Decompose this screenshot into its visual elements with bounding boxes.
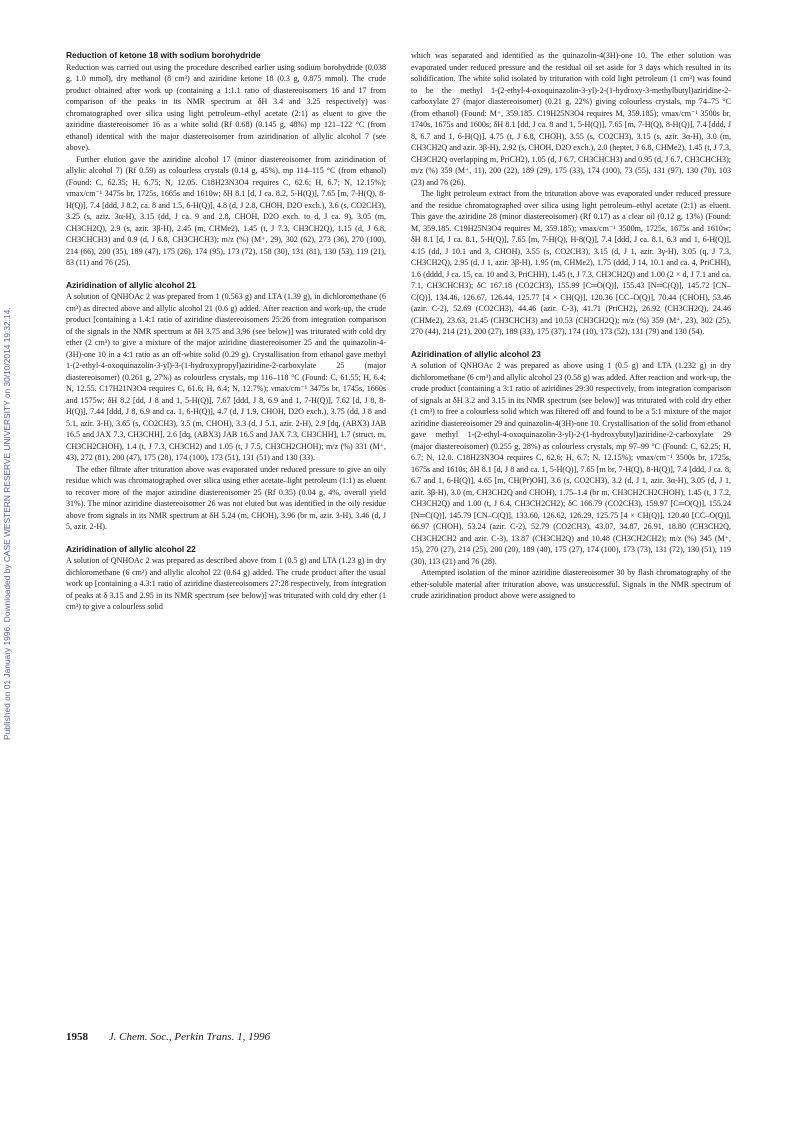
page-number: 1958 [66,1031,88,1043]
left-column [66,50,386,613]
download-notice: Published on 01 January 1996. Downloaded by CASE WESTERN RESERVE UNIVERSITY on 30/10/2014 19:32:14. [2,307,12,740]
section-heading-alcohol-21: Aziridination of allylic alcohol 21 [66,279,196,290]
section-heading-alcohol-23: Aziridination of allylic alcohol 23 [411,348,541,359]
page-footer [66,1031,270,1043]
paragraph: A solution of QNHOAc 2 was prepared from 1 (0.563 g) and LTA (1.39 g), in dichloromethane (6 cm³) as directed above and allylic alcohol 21 (0.6 g) added. After reaction and work-up, the crude product [containing a 1.4:1 ratio of aziridine diastereoisomers 25:26 from integration comparison of the signals in the NMR spectrum at δH 3.75 and 3.96 (see below)] was triturated with cold dry ether (2 cm³) to give a mixture of the major aziridine diastereoisomer 25 and the quinazolin-4-(3H)-one 10 in a 4:1 ratio as an off-white solid (0.29 g). Crystallisation from ethanol gave methyl 1-(2-ethyl-4-oxoquinazolin-3-yl)-3-(1-hydroxypropyl)aziridine-2-carboxylate 25 (major diastereoisomer) (0.261 g, 27%) as colourless crystals, mp 116–118 °C (Found: C, 61.55; H, 6.4; N, 12.55. C17H21N3O4 requires C, 61.6; H, 6.4; N, 12.7%); νmax/cm⁻¹ 3475s br, 1745s, 1660s and 1575w; δH 8.2 [dd, J 8 and 1, 5-H(Q)], 7.67 [ddd, J 8, 6.9 and 1, 7-H(Q)], 7.62 [d, J 8, 8-H(Q)], 7.44 [ddd, J 8, 6.9 and ca. 1, 6-H(Q)], 4.7 (d, J 1.9, CHOH, D2O exch.), 3.75 (dd, J 8 and 5.1, azir. 3-H), 3.65 (s, CO2CH3), 3.5 (m, CHOH), 3.3 (d, J 5.1, azir. 2-H), 2.9 [dq, (ABX3) JAB 16.5 and JAX 7.3, CH3CHH], 2.6 [dq, (ABX3) JAB 16.5 and JAX 7.3, CH3CHH], 1.7 (struct. m, CH3CH2CHOH), 1.4 (t, J 7.3, CH3CH2) and 1.05 (t, J 7.5, CH3CH2CHOH); m/z (%) 331 (M⁺, 43), 272 (81), 200 (47), 175 (28), 174 (100), 173 (51), 131 (51) and 130 (33). [66,292,386,462]
paragraph: which was separated and identified as the quinazolin-4(3H)-one 10. The ether solution was evaporated under reduced pressure and the residual oil set aside for 3 days which resulted in its solidification. The white solid isolated by trituration with cold light petroleum (1 cm³) was found to be the methyl 1-(2-ethyl-4-oxoquinazolin-3-yl)-2-(1-hydroxy-3-methylbutyl)aziridine-2-carboxylate 27 (major diastereoisomer) (0.21 g, 22%) giving colourless crystals, mp 74–75 °C (from ethanol) (Found: M⁺, 359.185. C19H25N3O4 requires M, 359.185); νmax/cm⁻¹ 3500s br, 1740s, 1675s and 1600s; δH 8.1 [dd, J ca. 8 and 1, 5-H(Q)], 7.65 [m, 7-H(Q), 8-H(Q)], 7.4 [ddd, J 8, 6.7 and 1, 6-H(Q)], 4.75 (t, J 6.8, CHOH), 3.55 (s, CO2CH3), 3.15 (s, azir. 3α-H), 3.0 (m, CH3CH2Q and azir. 3β-H), 2.92 (s, CHOH, D2O exch.), 2.0 (heptet, J 6.8, CHMe2), 1.45 (t, J 7.3, CH3CH2Q overlapping m, PriCH2), 1.05 (d, J 6.7, CH3CHCH3) and 0.95 (d, J 6.7, CH3CHCH3); m/z (%) 359 (M⁺, 11), 200 (22), 189 (29), 175 (33), 174 (100), 73 (55), 131 (97), 130 (70), 103 (23) and 76 (26). [411,51,731,187]
paragraph: Attempted isolation of the minor aziridine diastereoisomer 30 by flash chromatography of the ether-soluble material after trituration above, was unsuccessful. Signals in the NMR spectrum of crude aziridination product above were assigned to [411,568,731,600]
right-column [411,50,731,602]
journal-citation: J. Chem. Soc., Perkin Trans. 1, 1996 [108,1031,271,1043]
paragraph: Reduction was carried out using the procedure described earlier using sodium borohydride (0.038 g, 1.0 mmol), dry methanol (8 cm³) and aziridine ketone 18 (0.3 g, 0.875 mmol). The crude product obtained after work up (containing a 1:1.1 ratio of diastereoisomers 16 and 17 from comparison of the peaks in its NMR spectrum at δH 3.4 and 3.25 respectively) was chromatographed over silica using light petroleum–ethyl acetate (2:1) as eluent to give the aziridine diastereoisomer 16 as a white solid (Rf 0.68) (0.145 g, 48%) mp 121–122 °C (from ethanol) identical with the major diastereoisomer from aziridination of allylic alcohol 7 (see above). [66,62,386,152]
paragraph: A solution of QNHOAc 2 was prepared as described above from 1 (0.5 g) and LTA (1.23 g) in dry dichloromethane (6 cm³) and allylic alcohol 22 (0.64 g) added. The crude product after the usual work up [containing a 4.3:1 ratio of aziridine diastereoisomers 27:28 respectively, from integration of peaks at δ 3.15 and 2.95 in its NMR spectrum (see below)] was triturated with cold dry ether (1 cm³) to give a colourless solid [66,556,386,611]
section-heading-ketone-reduction: Reduction of ketone 18 with sodium borohydride [66,50,261,60]
paragraph: Further elution gave the aziridine alcohol 17 (minor diastereoisomer from aziridination of allylic alcohol 7) (Rf 0.59) as colourless crystals (0.14 g, 45%), mp 114–115 °C (from ethanol) (Found: C, 62.35; H, 6.75; N, 12.05. C18H23N3O4 requires C, 62.6; H, 6.7; N, 12.15%); νmax/cm⁻¹ 3475s br, 1725s, 1665s and 1610w; δH 8.1 [d, J ca. 8.2, 5-H(Q)], 7.65 [m, 7-H(Q), 8-H(Q)], 7.4 [ddd, J 8.2, ca. 8 and 1.5, 6-H(Q)], 4.8 (d, J 2.8, CHOH, D2O exch.), 3.6 (s, CO2CH3), 3.25 (s, aziz. 3α-H), 3.15 (dd, J ca. 9 and 2.8, CHOH, D2O exch. to d, J ca. 9), 3.05 (m, CH3CH2Q), 2.9 (s, azir. 3β-H), 2.45 (m, CHMe2), 1.45 (t, J 7.3, CH3CH2Q), 1.15 (d, J 6.8, CH3CHCH3) and 0.9 (d, J 6.8, CH3CHCH3); m/z (%) (M⁺, 29), 302 (62), 273 (36), 270 (100), 214 (66), 200 (35), 189 (47), 175 (26), 174 (95), 173 (72), 158 (30), 131 (81), 130 (53), 119 (21), 83 (11) and 76 (25). [66,154,386,267]
section-heading-alcohol-22: Aziridination of allylic alcohol 22 [66,543,196,554]
paragraph: The light petroleum extract from the trituration above was evaporated under reduced pressure and the residue chromatographed over silica using light petroleum–ethyl acetate (2:1) as eluent. This gave the aziridine 28 (minor diastereoisomer) (Rf 0.17) as a clear oil (0.12 g, 13%) (Found: M, 359.185. C19H25N3O4 requires M, 359.185); νmax/cm⁻¹ 3500m, 1725s, 1675s and 1610w; δH 8.1 [d, J ca. 8.1, 5-H(Q)], 7.65 [m, 7-H(Q), H-8(Q)], 7.4 [ddd, J ca. 8.1, 6.3 and 1, 6-H(Q)], 4.15 (dd, J 10.1 and 3, CHOH), 3.55 (s, CO2CH3), 3.15 (d, J 1, azir. 3γ-H), 3.05 (q, J 7.3, CH3CH2Q), 2.95 (d, J 1, azir. 3β-H), 1.95 (m, CHMe2), 1.75 (ddd, J 14, 10.1 and ca. 4, PriCHH), 1.6 (dddd, J ca. 15, ca. 10 and 3, PriCHH), 1.45 (t, J 7.3, CH3CH2Q) and 1.00 (2 × d, J 7.1 and ca. 7.1, CH3CHCH3); δC 167.18 (CO2CH3), 155.99 [C═O(Q)], 155.43 [N═C(Q)], 145.72 [CN–C(Q)], 134.46, 126.67, 126.44, 125.77 [4 × CH(Q)], 120.36 [CC–O(Q)], 70.44 (CHOH), 53.46 (azir. C-2), 52.69 (CO2CH3), 44.46 (azir. C-3), 41.71 (PriCH2), 26.92 (CH3CH2Q), 24.46 (CHMe2), 23.63, 21.45 (CH3CHCH3) and 10.53 (CH3CH2Q); m/z (%) 359 (M⁺, 23), 302 (25), 270 (44), 214 (21), 200 (27), 189 (33), 175 (37), 174 (10), 173 (52), 131 (79) and 130 (54). [411,189,731,336]
paragraph: A solution of QNHOAc 2 was prepared as above using 1 (0.5 g) and LTA (1.232 g) in dry dichloromethane (6 cm³) and allylic alcohol 23 (0.58 g) was added. After reaction and work-up, the crude product [containing a 3:1 ratio of aziridines 29:30 respectively, from integration comparison of signals at δH 3.2 and 3.15 in its NMR spectrum (see below)] was triturated with cold dry ether (1 cm³) to free a colourless solid which was filtered off and found to be a 5:1 mixture of the major aziridine diastereoisomer 29 and quinazolin-4(3H)-one 10. Crystallisation of the solid from ethanol gave methyl 1-(2-ethyl-4-oxoquinazolin-3-yl)-2-(1-hydroxybutyl)aziridine-2-carboxylate 29 (major diastereoisomer) (0.255 g, 28%) as colourless crystals, mp 97–99 °C (Found: C, 62.25; H, 6.7; N, 12.0. C18H23N3O4 requires C, 62.6; H, 6.7; N, 12.15%); νmax/cm⁻¹ 3500s br, 1725s, 1675s and 1610s; δH 8.1 [d, J 8 and ca. 1, 5-H(Q)], 7.65 [m br, 7-H(Q), 8-H(Q)], 7.4 [ddd, J ca. 8, 6.7 and 1, 6-H(Q)], 4.65 [m, CH(Pr)OH], 3.6 (s, CO2CH3), 3.2 (d, J 1, azir. 3α-H), 3.05 (d, J 1, azir. 3β-H), 3.0 (m, CH3CH2Q and CHOH), 1.75–1.4 (br m, CH3CH2CH2CHOH), 1.45 (t, J 7.2, CH3CH2Q) and 1.00 (t, J 6.4, CH3CH2CH2); δC 166.79 (CO2CH3), 159.97 [C═O(Q)], 155.24 [N═C(Q)], 145.79 [CN–C(Q)], 133.60, 126.62, 126.29, 125.75 [4 × CH(Q)], 120.40 [CC–O(Q)], 66.97 (CHOH), 53.24 (azir. C-2), 52.79 (CO2CH3), 43.07, 34.87, 26.91, 18.80 (CH3CH2Q, CH3CH2CH2 and azir. C-3), 13.87 (CH3CH2Q) and 10.48 (CH3CH2CH2); m/z (%) 345 (M⁺, 15), 270 (27), 214 (25), 200 (20), 189 (40), 175 (27), 174 (100), 173 (73), 131 (72), 130 (51), 119 (30), 113 (21) and 76 (28). [411,361,731,566]
paragraph: The ether filtrate after trituration above was evaporated under reduced pressure to give an oily residue which was chromatographed over silica using ether acetate–light petroleum (1:1) as eluent to recover more of the major aziridine diastereoisomer 25 (Rf 0.35) (0.04 g, 4%, overall yield 31%). The minor aziridine diastereoisomer 26 was not eluted but was identified in the oily residue above from signals in its NMR spectrum at δH 5.24 (m, CHOH), 3.96 (br m, azir. 3-H), 3.46 (d, J 5, azir. 2-H). [66,464,386,531]
